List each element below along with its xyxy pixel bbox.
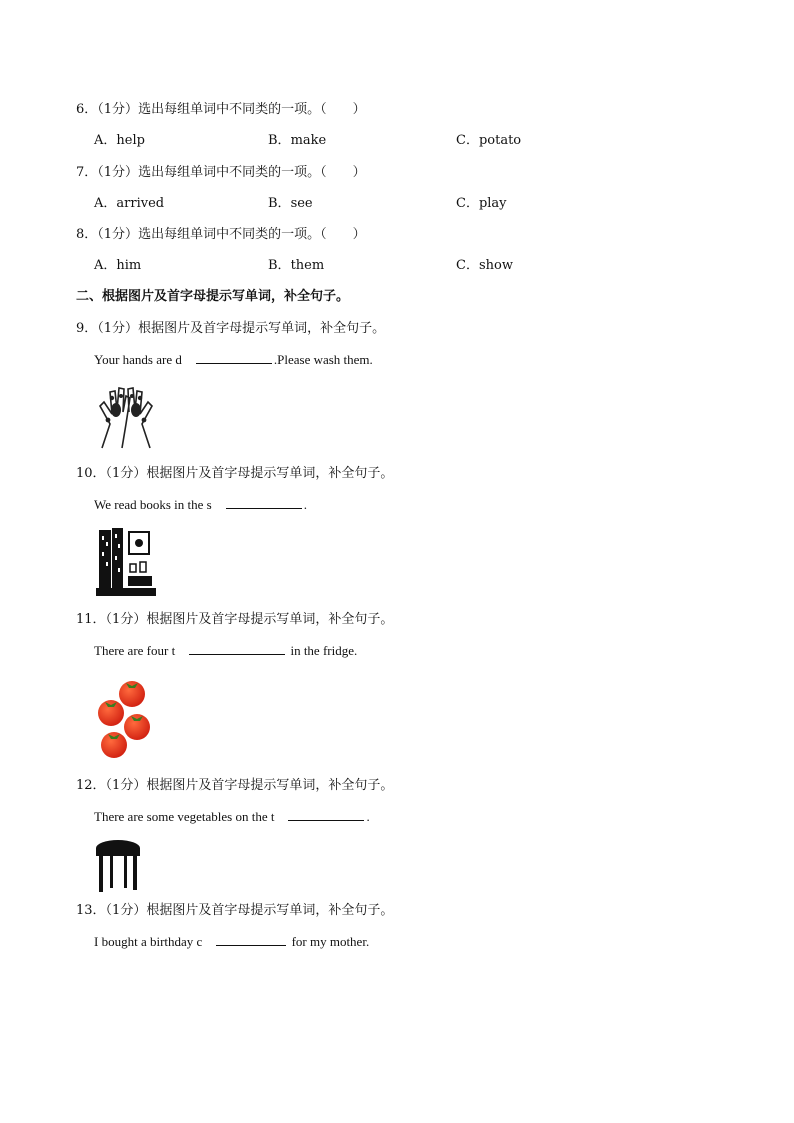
q6-option-a[interactable]: A．help	[94, 133, 145, 148]
question-13-stem: 13．（1分）根据图片及首字母提示写单词，补全句子。	[76, 903, 394, 918]
q8-option-c[interactable]: C．show	[456, 258, 513, 273]
question-7-stem: 7．（1分）选出每组单词中不同类的一项。（ ）	[76, 165, 366, 180]
q10-blank[interactable]	[226, 496, 302, 509]
q8-option-b[interactable]: B．them	[268, 258, 325, 273]
table-icon	[94, 838, 142, 894]
section-2-title: 二、根据图片及首字母提示写单词，补全句子。	[76, 289, 350, 304]
q13-sentence: I bought a birthday c for my mother.	[94, 934, 370, 949]
q11-blank[interactable]	[189, 642, 285, 655]
q6-option-b[interactable]: B．make	[268, 133, 327, 148]
q11-sentence: There are four t in the fridge.	[94, 643, 358, 658]
q7-option-a[interactable]: A．arrived	[94, 196, 165, 211]
q13-blank[interactable]	[216, 933, 286, 946]
question-10-stem: 10．（1分）根据图片及首字母提示写单词，补全句子。	[76, 466, 394, 481]
q12-blank[interactable]	[288, 808, 364, 821]
tomatoes-icon	[94, 678, 156, 760]
question-6-stem: 6．（1分）选出每组单词中不同类的一项。（ ）	[76, 102, 366, 117]
q8-option-a[interactable]: A．him	[94, 258, 142, 273]
question-12-stem: 12．（1分）根据图片及首字母提示写单词，补全句子。	[76, 778, 394, 793]
q7-option-c[interactable]: C．play	[456, 196, 507, 211]
q9-blank[interactable]	[196, 351, 272, 364]
q7-option-b[interactable]: B．see	[268, 196, 313, 211]
q6-option-c[interactable]: C．potato	[456, 133, 522, 148]
dirty-hands-icon	[92, 382, 160, 450]
study-room-icon	[96, 528, 156, 598]
question-9-stem: 9．（1分）根据图片及首字母提示写单词，补全句子。	[76, 321, 386, 336]
q12-sentence: There are some vegetables on the t .	[94, 809, 370, 824]
question-8-stem: 8．（1分）选出每组单词中不同类的一项。（ ）	[76, 227, 366, 242]
question-11-stem: 11．（1分）根据图片及首字母提示写单词，补全句子。	[76, 612, 394, 627]
q9-sentence: Your hands are d .Please wash them.	[94, 352, 373, 367]
q10-sentence: We read books in the s .	[94, 497, 307, 512]
